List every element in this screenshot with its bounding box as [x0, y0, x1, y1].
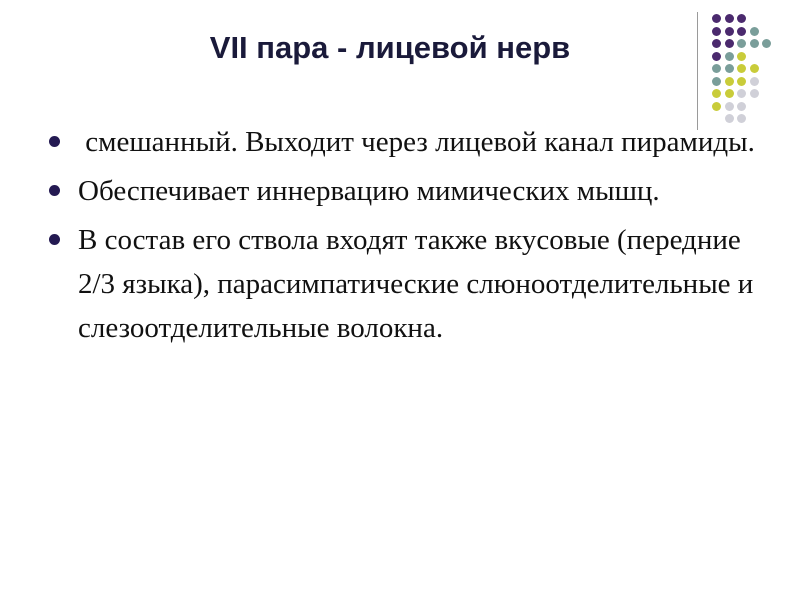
decorative-dot: [725, 52, 734, 61]
decorative-dot: [712, 39, 721, 48]
decorative-dot: [737, 77, 746, 86]
decorative-dot-grid: [712, 14, 800, 126]
decorative-dot: [725, 39, 734, 48]
decorative-dot: [737, 27, 746, 36]
decorative-dot: [712, 89, 721, 98]
decorative-dot: [712, 27, 721, 36]
decorative-dot: [737, 14, 746, 23]
decorative-dot: [725, 64, 734, 73]
title-divider-line: [697, 12, 698, 130]
decorative-dot: [712, 64, 721, 73]
bullet-text: Обеспечивает иннервацию мимических мышц.: [78, 175, 660, 207]
decorative-dot: [737, 39, 746, 48]
decorative-dot: [737, 52, 746, 61]
decorative-dot: [725, 14, 734, 23]
bullet-text: смешанный. Выходит через лицевой канал пирамиды.: [78, 126, 755, 158]
decorative-dot: [725, 27, 734, 36]
decorative-dot: [712, 14, 721, 23]
decorative-dot: [737, 102, 746, 111]
bullet-item: [45, 120, 780, 164]
decorative-dot: [712, 102, 721, 111]
decorative-dot: [725, 102, 734, 111]
decorative-dot: [712, 52, 721, 61]
bullet-dot-icon: [49, 136, 60, 147]
decorative-dot: [762, 39, 771, 48]
decorative-dot: [725, 77, 734, 86]
bullet-list: [45, 120, 780, 355]
decorative-dot: [737, 64, 746, 73]
decorative-dot: [712, 77, 721, 86]
bullet-item: [45, 169, 780, 213]
decorative-dot: [750, 39, 759, 48]
bullet-dot-icon: [49, 234, 60, 245]
bullet-dot-icon: [49, 185, 60, 196]
decorative-dot: [750, 64, 759, 73]
bullet-item: [45, 218, 780, 350]
decorative-dot: [725, 89, 734, 98]
decorative-dot: [750, 27, 759, 36]
decorative-dot: [737, 89, 746, 98]
bullet-text: В состав его ствола входят также вкусовые (передние 2/3 языка), парасимпатические слюноотделительные и слезоотделительные волокна.: [78, 224, 754, 344]
decorative-dot: [750, 77, 759, 86]
slide-title: VII пара - лицевой нерв: [209, 30, 571, 65]
decorative-dot: [750, 89, 759, 98]
